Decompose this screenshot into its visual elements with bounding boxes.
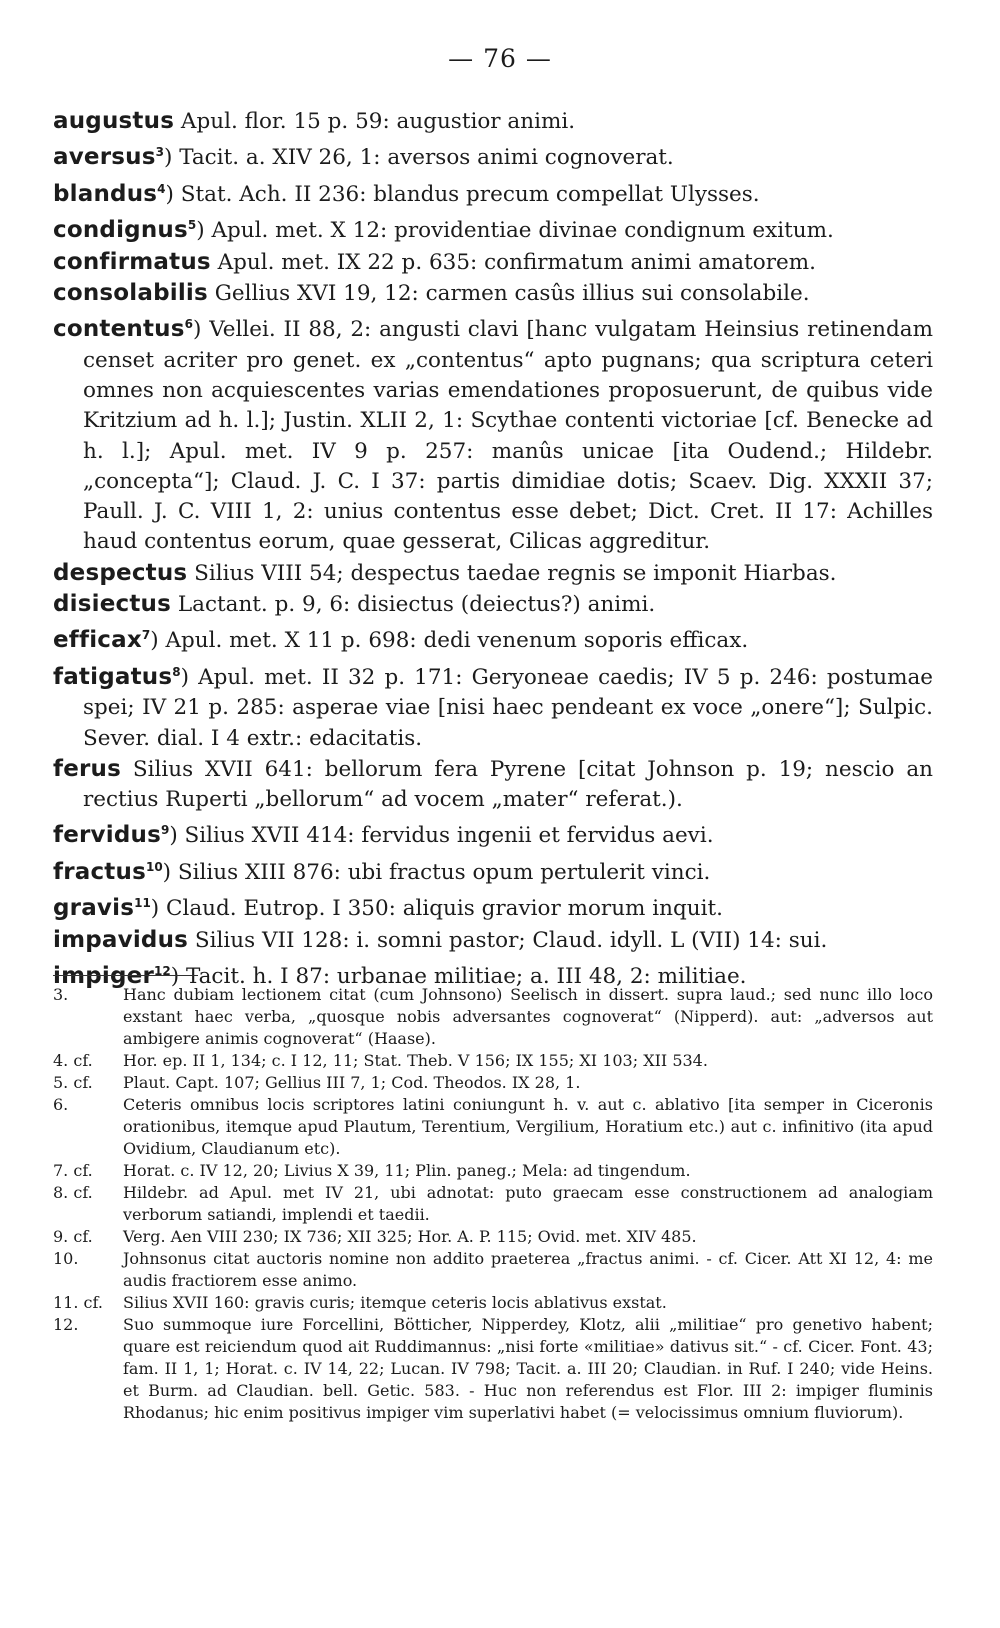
entry-text: ) Tacit. h. I 87: urbanae militiae; a. III 48, 2: militiae. (170, 964, 747, 990)
entry-text: ) Claud. Eutrop. I 350: aliquis gravior morum inquit. (150, 896, 723, 922)
footnotes (53, 984, 933, 1424)
footnote-number: 4. cf. (53, 1051, 93, 1070)
entry-lemma: despectus (53, 559, 188, 586)
lexicon-entry (53, 558, 933, 589)
footnote (53, 1072, 933, 1094)
footnote-text: Johnsonus citat auctoris nomine non addito praeterea „fractus animi. - cf. Cicer. Att XI 12, 4: me audis fractiorem esse animo. (123, 1249, 933, 1290)
lexicon-entry (53, 620, 933, 656)
footnote-separator (53, 975, 198, 976)
footnote-text: Horat. c. IV 12, 20; Livius X 39, 11; Plin. paneg.; Mela: ad tingendum. (123, 1161, 691, 1180)
entry-text: ) Silius XVII 414: fervidus ingenii et fervidus aevi. (169, 823, 714, 849)
lexicon-entry (53, 278, 933, 309)
lexicon-entries (53, 106, 933, 993)
entry-lemma: consolabilis (53, 279, 208, 306)
footnote-number: 5. cf. (53, 1073, 93, 1092)
lexicon-entry (53, 754, 933, 816)
footnote-number: 3. (53, 985, 69, 1004)
lexicon-entry (53, 925, 933, 956)
entry-lemma: blandus (53, 180, 158, 207)
entry-text: Silius VII 128: i. somni pastor; Claud. idyll. L (VII) 14: sui. (188, 927, 828, 953)
entry-lemma: efficax (53, 627, 142, 654)
page-number: — 76 — (448, 44, 552, 73)
entry-lemma: aversus (53, 144, 156, 171)
lexicon-entry (53, 815, 933, 851)
entry-text: ) Vellei. II 88, 2: angusti clavi [hanc vulgatam Heinsius retinendam censet acriter pro genet. ex „contentus“ apto pugnans; qua scriptura ceteri omnes non acquiescentes varias emendationes proposuerunt, de quibus vide Kritzium ad h. l.]; Justin. XLII 2, 1: Scythae contenti victoriae [cf. Benecke ad h. l.]; Apul. met. IV 9 p. 257: manûs unicae [ita Oudend.; Hildebr. „concepta“]; Claud. J. C. I 37: partis dimidiae dotis; Scaev. Dig. XXXII 37; Paull. J. C. VIII 1, 2: unius contentus esse debet; Dict. Cret. II 17: Achilles haud contentus eorum, quae gesserat, Cilicas aggreditur. (83, 317, 933, 555)
entry-text: ) Tacit. a. XIV 26, 1: aversos animi cognoverat. (163, 145, 674, 171)
lexicon-entry (53, 852, 933, 888)
footnote (53, 1094, 933, 1160)
footnote (53, 1314, 933, 1424)
footnote (53, 1050, 933, 1072)
entry-lemma: confirmatus (53, 248, 211, 275)
footnote-text: Verg. Aen VIII 230; IX 736; XII 325; Hor. A. P. 115; Ovid. met. XIV 485. (123, 1227, 697, 1246)
entry-text: Apul. flor. 15 p. 59: augustior animi. (174, 109, 576, 134)
footnote (53, 1248, 933, 1292)
footnote-number: 9. cf. (53, 1227, 93, 1246)
footnote-number: 8. cf. (53, 1183, 93, 1202)
entry-lemma: ferus (53, 755, 122, 782)
footnote-number: 12. (53, 1315, 79, 1334)
footnote-text: Hanc dubiam lectionem citat (cum Johnsono) Seelisch in dissert. supra laud.; sed nunc illo loco exstant haec verba, „quosque nobis adversantes cognoverat“ (Nipperd). aut: „adversos aut ambigere animis cognoverat“ (Haase). (123, 985, 933, 1048)
entry-lemma: impiger (53, 963, 155, 990)
footnote-ref: 10 (145, 859, 163, 874)
entry-lemma: condignus (53, 217, 188, 244)
footnote-number: 11. cf. (53, 1293, 103, 1312)
lexicon-entry (53, 309, 933, 558)
footnote-ref: 8 (172, 664, 181, 679)
lexicon-entry (53, 247, 933, 278)
footnote-text: Hor. ep. II 1, 134; c. I 12, 11; Stat. Theb. V 156; IX 155; XI 103; XII 534. (123, 1051, 708, 1070)
entry-lemma: fractus (53, 859, 146, 886)
entry-lemma: augustus (53, 108, 175, 134)
lexicon-entry (53, 106, 933, 137)
lexicon-entry (53, 137, 933, 173)
entry-lemma: disiectus (53, 591, 172, 618)
entry-text: ) Stat. Ach. II 236: blandus precum compellat Ulysses. (165, 181, 760, 207)
lexicon-entry (53, 210, 933, 246)
entry-lemma: gravis (53, 895, 135, 922)
footnote-ref: 5 (187, 218, 197, 233)
lexicon-entry (53, 888, 933, 924)
footnote-text: Suo summoque iure Forcellini, Bötticher, Nipperdey, Klotz, alii „militiae“ pro genetivo habent; quare est reiciendum quod ait Ruddimannus: „nisi forte «militiae» dativus sit.“ - cf. Cicer. Font. 43; fam. II 1, 1; Horat. c. IV 14, 22; Lucan. IV 798; Tacit. a. III 20; Claudian. in Ruf. I 240; vide Heins. et Burm. ad Claudian. bell. Getic. 583. - Huc non referendus est Flor. III 2: impiger fluminis Rhodanus; hic enim positivus impiger vim superlativi habet (= velocissimus omnium fluviorum). (123, 1315, 933, 1422)
footnote (53, 1160, 933, 1182)
entry-lemma: fatigatus (53, 663, 173, 690)
footnote-ref: 12 (154, 964, 171, 979)
entry-text: Apul. met. IX 22 p. 635: confirmatum animi amatorem. (210, 249, 816, 275)
footnote-text: Silius XVII 160: gravis curis; itemque ceteris locis ablativus exstat. (123, 1293, 667, 1312)
entry-text: ) Apul. met. X 12: providentiae divinae condignum exitum. (196, 218, 834, 244)
footnote-ref: 11 (134, 896, 151, 911)
entry-lemma: contentus (53, 316, 185, 343)
footnote (53, 1292, 933, 1314)
entry-text: Silius VIII 54; despectus taedae regnis se imponit Hiarbas. (187, 560, 837, 586)
entry-text: ) Apul. met. X 11 p. 698: dedi venenum soporis efficax. (150, 628, 749, 654)
footnote-ref: 7 (141, 628, 151, 643)
entry-text: Gellius XVI 19, 12: carmen casûs illius sui consolabile. (207, 280, 810, 306)
footnote-number: 10. (53, 1249, 79, 1268)
footnote-number: 7. cf. (53, 1161, 93, 1180)
entry-text: Silius XVII 641: bellorum fera Pyrene [citat Johnson p. 19; nescio an rectius Ruperti „bellorum“ ad vocem „mater“ referat.). (83, 756, 933, 813)
entry-text: Lactant. p. 9, 6: disiectus (deiectus?) animi. (171, 592, 656, 618)
footnote (53, 1226, 933, 1248)
entry-text: ) Silius XIII 876: ubi fractus opum pertulerit vinci. (162, 860, 711, 886)
footnote-ref: 4 (157, 181, 166, 196)
footnote (53, 1182, 933, 1226)
entry-lemma: impavidus (53, 926, 189, 953)
lexicon-entry (53, 174, 933, 210)
footnote-ref: 9 (160, 823, 170, 838)
lexicon-entry (53, 657, 933, 754)
footnote-text: Hildebr. ad Apul. met IV 21, ubi adnotat: puto graecam esse constructionem ad analogiam verborum satiandi, implendi et taedii. (123, 1183, 933, 1224)
footnote-text: Plaut. Capt. 107; Gellius III 7, 1; Cod. Theodos. IX 28, 1. (123, 1073, 581, 1092)
footnote-text: Ceteris omnibus locis scriptores latini coniungunt h. v. aut c. ablativo [ita semper in Ciceronis orationibus, itemque apud Plautum, Terentium, Vergilium, Horatium etc.) aut c. infinitivo (ita apud Ovidium, Claudianum etc). (123, 1095, 933, 1158)
footnote-ref: 3 (155, 145, 164, 160)
lexicon-entry (53, 589, 933, 620)
footnote-ref: 6 (184, 317, 193, 332)
footnote (53, 984, 933, 1050)
entry-lemma: fervidus (53, 822, 161, 849)
footnote-number: 6. (53, 1095, 69, 1114)
entry-text: ) Apul. met. II 32 p. 171: Geryoneae caedis; IV 5 p. 246: postumae spei; IV 21 p. 285: asperae viae [nisi haec pendeant ex voce „onere“]; Sulpic. Sever. dial. I 4 extr.: edacitatis. (83, 664, 933, 751)
